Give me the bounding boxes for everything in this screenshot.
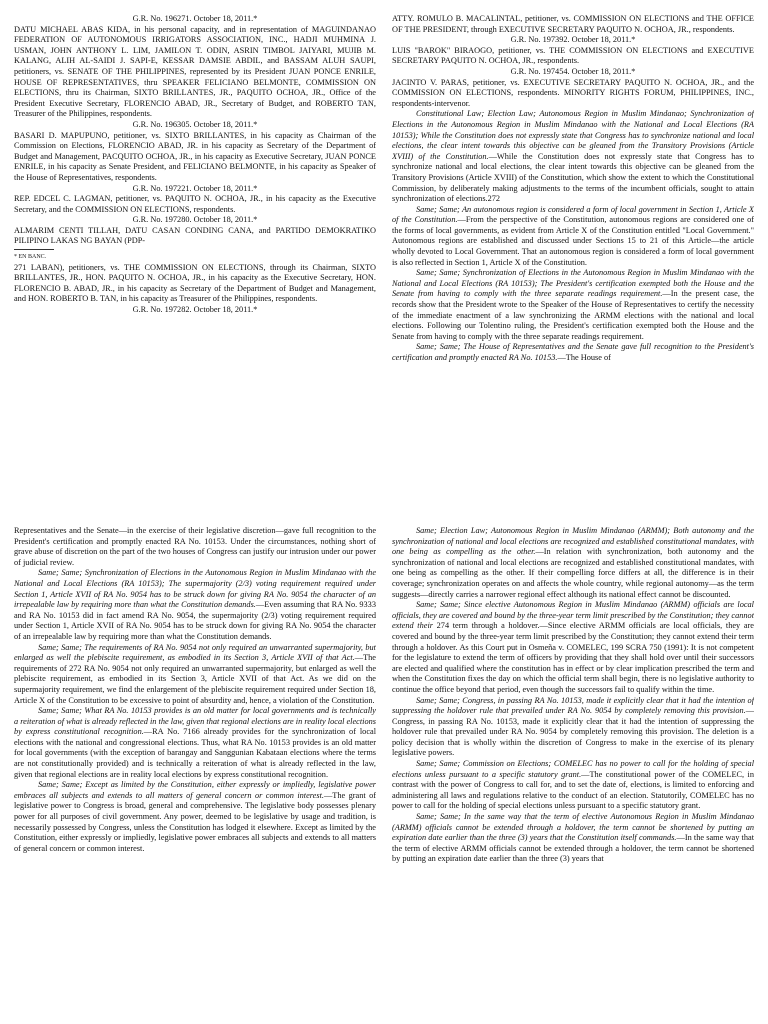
paragraph [392,205,754,269]
paragraph [392,759,754,812]
syllabus-heading: Same; Same; Synchronization of Elections in the Autonomous Region in Muslim Mindanao with the National and Local Elections (RA 10153); The supermajority (2/3) voting requirement required under Section 1, Article XVII of RA No. 9054 has to be struck down for giving RA No. 9054 the character of an irrepealable law by requiring more than what the Constitution demands. [14,568,376,610]
paragraph-text: —In relation with synchronization, both autonomy and the synchronization of national and local elections are recognized and established constitutional mandates, with one being as compelling as the other. If their compelling force differs at all, the difference is in their coverage; synchronization operates on and affects the whole country, while regional autonomy—as the term suggests—directly carries a narrower regional effect although its national effect cannot be discounted. [392,547,754,599]
syllabus-heading: Same; Same; What RA No. 10153 provides is an old matter for local governments and is technically a reiteration of what is already reflected in the law, given that regional elections are in reality local elections by express constitutional recognition. [14,706,376,737]
paragraph-text: —The constitutional power of the COMELEC, in contrast with the power of Congress to call for, and to set the date of, elections, is limited to enforcing and administering all laws and regulations relative to the conduct of an election. Statutorily, COMELEC has no power to call for the holding of special elections unless pursuant to a specific statutory grant. [392,769,754,811]
column-left [14,14,376,512]
paragraph-text: —While the Constitution does not expressly state that Congress has to synchronize national and local elections, the clear intent towards this objective can be gleaned from the Transitory Provisions (Article XVIII) of the Constitution, which show the extent to which the Constitutional Commission, by deliberately making adjustments to the terms of the incumbent officials, sought to attain synchronization of elections.272 [392,151,754,204]
paragraph-text: ALMARIM CENTI TILLAH, DATU CASAN CONDING CANA, and PARTIDO DEMOKRATIKO PILIPINO LAKAS NG BAYAN (PDP- [14,225,376,246]
footnote-rule [14,249,54,250]
paragraph-text: BASARI D. MAPUPUNO, petitioner, vs. SIXTO BRILLANTES, in his capacity as Chairman of the Commission on Elections, FLORENCIO ABAD, JR. in his capacity as Secretary of the Department of Budget and Management, PACQUITO OCHOA, JR., in his capacity as Executive Secretary, JUAN PONCE ENRILE, in his capacity as Senate President, and FELICIANO BELMONTE, in his capacity as Speaker of the House of Representatives, respondents. [14,130,376,182]
paragraph-text: 274 term through a holdover.—Since elective ARMM officials are local officials, they are covered and bound by the three-year term limit prescribed by the Constitution; they cannot extend their term through a holdover. As this Court put in Osmeña v. COMELEC, 199 SCRA 750 (1991): It is not competent for the legislature to extend the term of officers by providing that they shall hold over until their successors are elected and qualified where the constitution has in effect or by clear implication prescribed the term and when the Constitution fixes the day on which the official term shall begin, there is no legislative authority to continue the office beyond that period, even though the successors fail to qualify within the time. [392,621,754,694]
case-number [14,120,376,131]
column-right [392,526,754,1024]
syllabus-heading: Same; Same; In the same way that the term of elective Autonomous Region in Muslim Mindanao (ARMM) officials cannot be extended through a holdover, the term cannot be shortened by putting an expiration date earlier than the three (3) years that the Constitution itself commands. [392,812,754,843]
paragraph-text: —The requirements of 272 RA No. 9054 not only required an unwarranted supermajority, but enlarged as well the plebiscite requirement, as embodied in its Section 3, Article XVII of that Act. As we did on the supermajority requirement, we find the enlargement of the plebiscite requirement required under Section 18, Article X of the Constitution to be excessive to point of absurdity and, hence, a violation of the Constitution. [14,653,376,705]
paragraph [14,263,376,305]
paragraph [14,706,376,780]
paragraph-text: DATU MICHAEL ABAS KIDA, in his personal capacity, and in representation of MAGUINDANAO FEDERATION OF AUTONOMOUS IRRIGATORS ASSOCIATION, INC., HADJI MUHMINA J. USMAN, JOHN ANTHONY L. LIM, JAMILON T. ODIN, ASRIN TIMBOL JAIYARI, MUJIB M. KALANG, ALIH AL-SAIDI J. SAPI-E, KESSAR DAMSIE ABDIL, and BASSAM ALUH SAUPI, petitioners, vs. SENATE OF THE PHILIPPINES, represented by its President JUAN PONCE ENRILE, HOUSE OF REPRESENTATIVES, thru SPEAKER FELICIANO BELMONTE, COMMISSION ON ELECTIONS, thru its Chairman, SIXTO BRILLANTES, JR., PAQUITO OCHOA, JR., Office of the President Executive Secretary, FLORENCIO ABAD, JR., Secretary of Budget, and ROBERTO TAN, Treasurer of the Philippines, respondents. [14,24,376,119]
syllabus-heading: Same; Election Law; Autonomous Region in Muslim Mindanao (ARMM); Both autonomy and the synchronization of national and local elections are recognized and established constitutional mandates, with one being as compelling as the other. [392,526,754,557]
syllabus-heading: Same; Same; Commission on Elections; COMELEC has no power to call for the holding of special elections unless pursuant to a specific statutory grant. [392,759,754,779]
paragraph-text: G.R. No. 197280. October 18, 2011.* [132,215,258,225]
paragraph-text: REP. EDCEL C. LAGMAN, petitioner, vs. PAQUITO N. OCHOA, JR., in his capacity as the Executive Secretary, and the COMMISSION ON ELECTIONS, respondents. [14,194,376,214]
syllabus-heading: Same; Same; An autonomous region is considered a form of local government in Section 1, Article X of the Constitution. [392,204,754,225]
paragraph [392,46,754,67]
paragraph-text: —Congress, in passing RA No. 10153, made it explicitly clear that it had the intention of suppressing the holdover rule that prevailed under RA No. 9054 by completely removing this provision. The deletion is a policy decision that is wholly within the discretion of Congress to make in the exercise of its plenary legislative powers. [392,706,754,758]
paragraph [392,526,754,600]
paragraph-text: —The House of [557,353,611,362]
paragraph-text: LUIS "BAROK" BIRAOGO, petitioner, vs. THE COMMISSION ON ELECTIONS and EXECUTIVE SECRETARY PAQUITO N. OCHOA, JR., respondents. [392,45,754,66]
paragraph-text: G.R. No. 196271. October 18, 2011.* [132,14,258,23]
paragraph-text: 271 LABAN), petitioners, vs. THE COMMISSION ON ELECTIONS, through its Chairman, SIXTO BRILLANTES, JR., HON. PAQUITO N. OCHOA, JR., in his capacity as the Executive Secretary, HON. FLORENCIO B. ABAD, JR., in his capacity as Secretary of the Department of Budget and Management, and HON. ROBERTO B. TAN, in his capacity as Treasurer of the Philippines, respondents. [14,262,376,304]
paragraph-text: G.R. No. 197392. October 18, 2011.* [510,35,636,45]
page-bottom [0,512,768,1024]
paragraph [14,643,376,707]
paragraph [14,526,376,568]
paragraph-text: G.R. No. 197221. October 18, 2011.* [132,183,258,193]
paragraph [392,696,754,760]
column-right [392,14,754,512]
paragraph-text: G.R. No. 197282. October 18, 2011.* [132,305,258,315]
syllabus-heading: Same; Same; Since elective Autonomous Region in Muslim Mindanao (ARMM) officials are local officials, they are covered and bound by the three-year term limit prescribed by the Constitution; they cannot extend their [392,600,754,631]
footnote [14,252,376,263]
column-left [14,526,376,1024]
syllabus-heading: Same; Same; The House of Representatives and the Senate gave full recognition to the President's certification and promptly enacted RA No. 10153. [392,342,754,362]
paragraph [14,25,376,120]
paragraph [14,194,376,215]
syllabus-heading: Constitutional Law; Election Law; Autonomous Region in Muslim Mindanao; Synchronization of Elections in the Autonomous Region in Muslim Mindanao with the National and Local Elections (RA 10153); While the Constitution does not expressly state that Congress has to synchronize national and local elections, the clear intent towards this objective can be gleaned from the Transitory Provisions (Article XVIII) of the Constitution. [392,109,754,161]
syllabus-heading: Same; Same; Congress, in passing RA No. 10153, made it explicitly clear that it had the intention of suppressing the holdover rule that prevailed under RA No. 9054 by completely removing this provision. [392,695,754,716]
paragraph [392,14,754,35]
paragraph-text: —Even assuming that RA No. 9333 and RA No. 10153 did in fact amend RA No. 9054, the supermajority (2/3) voting requirement required under Section 1, Article XVII of RA No. 9054 has to be struck down for giving RA No. 9054 the character of an irrepealable law by requiring more than what the Constitution demands. [14,600,376,641]
paragraph-text: —From the perspective of the Constitution, autonomous regions are considered one of the forms of local governments, as evident from Article X of the Constitution entitled "Local Government." Autonomous regions are established and discussed under Sections 15 to 21 of this Article—the article wholly devoted to Local Government. That an autonomous region is considered a form of local government is also reflected in Section 1, Article X of the Constitution. [392,215,754,267]
paragraph [392,812,754,865]
paragraph [392,600,754,695]
paragraph-text: —RA No. 7166 already provides for the synchronization of local elections with the national and congressional elections. Thus, what RA No. 10153 provides is an old matter for local governments (with the exception of barangay and Sanggunian Kabataan elections where the terms are not constitutionally provided) and is technically a reiteration of what is already reflected in the law, given that regional elections are in reality local elections by express constitutional recognition. [14,727,376,779]
paragraph-text: Representatives and the Senate—in the exercise of their legislative discretion—gave full recognition to the President's certification and promptly enacted RA No. 10153. Under the circumstances, nothing short of grave abuse of discretion on the part of the two houses of Congress can justify our intrusion under our power of judicial review. [14,526,376,567]
paragraph [392,78,754,110]
paragraph-text: JACINTO V. PARAS, petitioner, vs. EXECUTIVE SECRETARY PAQUITO N. OCHOA, JR., and the COMMISSION ON ELECTIONS, respondents. MINORITY RIGHTS FORUM, PHILIPPINES, INC., respondents-intervenor. [392,77,754,108]
syllabus-heading: Same; Same; The requirements of RA No. 9054 not only required an unwarranted supermajority, but enlarged as well the plebiscite requirement, as embodied in its Section 3, Article XVII of that Act. [14,642,376,663]
paragraph [14,226,376,247]
paragraph [14,131,376,184]
case-number [14,305,376,316]
paragraph [14,568,376,642]
paragraph [392,109,754,204]
paragraph-text: * EN BANC. [14,254,47,261]
paragraph-text: G.R. No. 197454. October 18, 2011.* [510,66,636,76]
syllabus-heading: Same; Same; Synchronization of Elections in the Autonomous Region in Muslim Mindanao with the National and Local Elections (RA 10153); The President's certification exempted both the House and the Senate from having to comply with the three separate readings requirement. [392,268,754,299]
case-number [392,35,754,46]
paragraph [14,780,376,854]
paragraph-text: ATTY. ROMULO B. MACALINTAL, petitioner, vs. COMMISSION ON ELECTIONS and THE OFFICE OF THE PRESIDENT, through EXECUTIVE SECRETARY PAQUITO N. OCHOA, JR., respondents. [392,14,754,34]
paragraph-text: —In the same way that the term of elective ARMM officials cannot be extended through a holdover, the term cannot be shortened by putting an expiration date earlier than the three (3) years that [392,833,754,864]
paragraph-text: —In the present case, the records show that the President wrote to the Speaker of the House of Representatives to certify the necessity of the immediate enactment of a law synchronizing the ARMM elections with the national and local elections. Following our Tolentino ruling, the President's certification exempted both the House and the Senate from having to comply with the three separate readings requirement. [392,289,754,341]
case-number [14,215,376,226]
syllabus-heading: Same; Same; Except as limited by the Constitution, either expressly or impliedly, legislative power embraces all subjects and extends to all matters of general concern or common interest. [14,780,376,800]
paragraph-text: —The grant of legislative power to Congress is broad, general and comprehensive. The legislative body possesses plenary power for all purposes of civil government. Any power, deemed to be legislative by usage and tradition, is necessarily possessed by Congress, unless the Constitution has lodged it elsewhere. Except as limited by the Constitution, either expressly or impliedly, legislative power embraces all subjects and extends to all matters of general concern or common interest. [14,790,376,853]
paragraph [392,342,754,363]
case-number [392,67,754,78]
paragraph-text: G.R. No. 196305. October 18, 2011.* [132,119,258,129]
paragraph [392,268,754,342]
case-number [14,14,376,25]
case-number [14,184,376,195]
